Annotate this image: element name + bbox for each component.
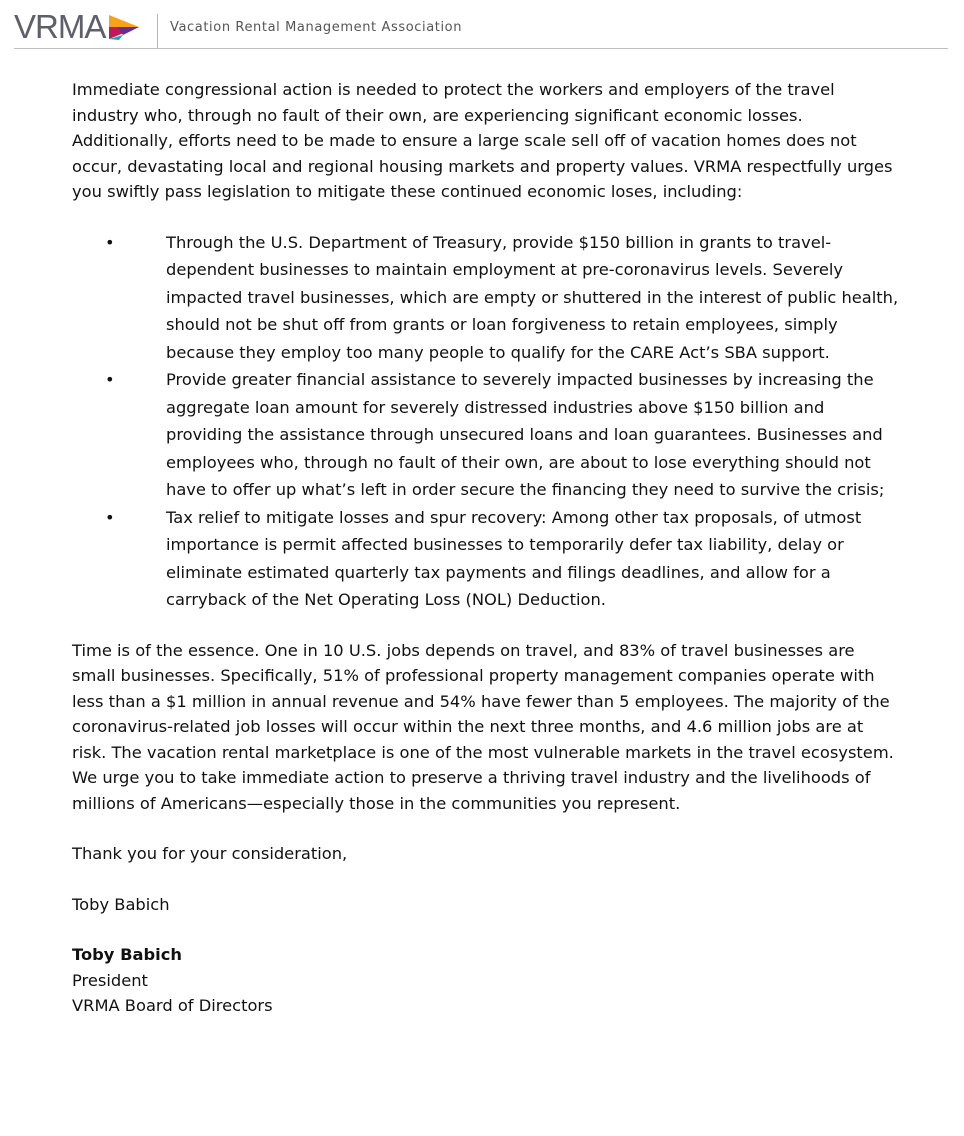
- list-item: [72, 229, 902, 367]
- vrma-logo: [14, 8, 141, 45]
- request-list: [72, 229, 902, 614]
- list-item: [72, 504, 902, 614]
- bullet-icon: •: [105, 232, 115, 252]
- list-item-text: Provide greater financial assistance to severely impacted businesses by increasing the aggregate loan amount for severely distressed industries above $150 billion and providing the assistance through unsecured loans and loan guarantees. Businesses and employees who, through no fault of their own, are about to lose everything should not have to offer up what’s left in order secure the financing they need to survive the crisis;: [166, 370, 885, 499]
- signature: Toby Babich: [72, 894, 170, 914]
- list-item-text: Through the U.S. Department of Treasury, provide $150 billion in grants to travel-dependent businesses to maintain employment at pre-coronavirus levels. Severely impacted travel businesses, which are empty or shuttered in the interest of public health, should not be shut off from grants or loan forgiveness to retain employees, simply because they employ too many people to qualify for the CARE Act’s SBA support.: [166, 232, 899, 362]
- bullet-icon: •: [105, 507, 115, 527]
- letterhead: [14, 10, 948, 49]
- header-rule: [14, 48, 948, 49]
- organization-tagline: Vacation Rental Management Association: [170, 20, 463, 35]
- list-item: [72, 366, 902, 504]
- logo-wordmark: VRMA: [14, 8, 106, 45]
- closing-line: Thank you for your consideration,: [72, 844, 348, 863]
- header-divider: [157, 14, 158, 49]
- urgency-paragraph: Time is of the essence. One in 10 U.S. jobs depends on travel, and 83% of travel businesses are small businesses. Specifically, 51% of professional property management companies operate with less than a $1 million in annual revenue and 54% have fewer than 5 employees. The majority of the coronavirus-related job losses will occur within the next three months, and 4.6 million jobs are at risk. The vacation rental marketplace is one of the most vulnerable markets in the travel ecosystem. We urge you to take immediate action to preserve a thriving travel industry and the livelihoods of millions of Americans—especially those in the communities you represent.: [72, 640, 894, 813]
- vrma-arrow-icon: [107, 13, 141, 41]
- signer-name: Toby Babich: [72, 945, 182, 964]
- letter-body: [72, 77, 902, 1019]
- bullet-icon: •: [105, 370, 115, 389]
- intro-paragraph: Immediate congressional action is needed to protect the workers and employers of the travel industry who, through no fault of their own, are experiencing significant economic losses. Additionally, efforts need to be made to ensure a large scale sell off of vacation homes does not occur, devastating local and regional housing markets and property values. VRMA respectfully urges you swiftly pass legislation to mitigate these continued economic loses, including:: [72, 80, 893, 201]
- list-item-text: Tax relief to mitigate losses and spur recovery: Among other tax proposals, of utmost importance is permit affected businesses to temporarily defer tax liability, delay or eliminate estimated quarterly tax payments and filings deadlines, and allow for a carryback of the Net Operating Loss (NOL) Deduction.: [166, 507, 862, 609]
- signer-title: President: [72, 970, 148, 990]
- signer-organization: VRMA Board of Directors: [72, 996, 273, 1015]
